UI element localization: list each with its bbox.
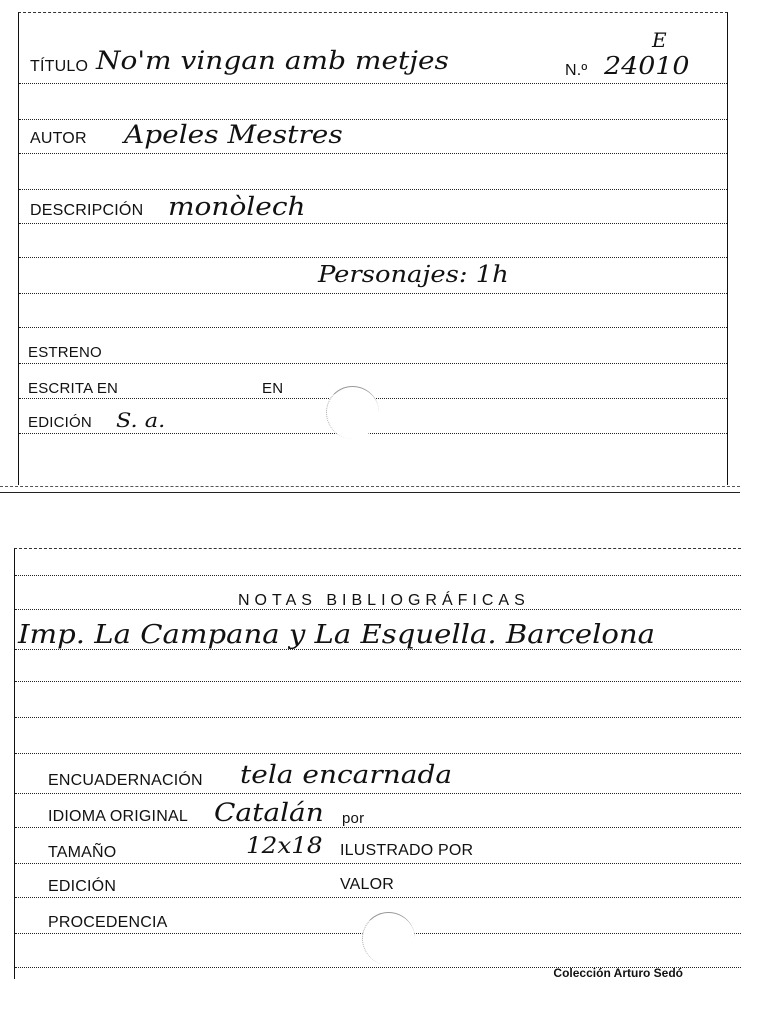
punch-hole (362, 912, 415, 965)
ruled-line (15, 575, 741, 576)
collection-footer: Colección Arturo Sedó (553, 966, 683, 980)
numero-label: N.º (565, 62, 588, 79)
ruled-line (19, 223, 727, 224)
tamano-label: TAMAÑO (48, 844, 117, 861)
notas-heading: NOTAS BIBLIOGRÁFICAS (238, 592, 530, 609)
valor-label: VALOR (340, 876, 395, 893)
por-label: por (342, 810, 365, 827)
encuadernacion-label: ENCUADERNACIÓN (48, 772, 203, 789)
autor-value: Apeles Mestres (124, 120, 343, 149)
ruled-line (19, 327, 727, 328)
ruled-line (19, 433, 727, 434)
estreno-label: ESTRENO (28, 344, 102, 361)
idioma-value: Catalán (214, 798, 324, 827)
idioma-label: IDIOMA ORIGINAL (48, 808, 188, 825)
escrita-label: ESCRITA EN (28, 380, 119, 397)
titulo-label: TÍTULO (30, 58, 89, 75)
ruled-line (19, 83, 727, 84)
descripcion-label: DESCRIPCIÓN (30, 202, 144, 219)
edicion-value: S. a. (116, 408, 166, 432)
ruled-line (15, 793, 741, 794)
ruled-line (15, 753, 741, 754)
ilustrado-label: ILUSTRADO POR (340, 842, 474, 859)
notas-value: Imp. La Campana y La Esquella. Barcelona (18, 620, 656, 650)
en-label: EN (262, 380, 284, 397)
ruled-line (19, 189, 727, 190)
descripcion-value: monòlech (168, 192, 306, 221)
ruled-line (15, 827, 741, 828)
tamano-value: 12x18 (246, 834, 323, 859)
page-separator (0, 492, 740, 493)
numero-mark: E (652, 28, 667, 52)
edicion-label-2: EDICIÓN (48, 878, 117, 895)
ruled-line (15, 681, 741, 682)
personajes-note: Personajes: 1h (318, 262, 509, 288)
ruled-line (19, 257, 727, 258)
ruled-line (15, 897, 741, 898)
procedencia-label: PROCEDENCIA (48, 914, 168, 931)
ruled-line (19, 363, 727, 364)
ruled-line (15, 717, 741, 718)
edicion-label: EDICIÓN (28, 414, 92, 431)
autor-label: AUTOR (30, 130, 87, 147)
numero-value: 24010 (604, 52, 690, 80)
titulo-value: No'm vingan amb metjes (96, 46, 449, 75)
cut-line (0, 486, 740, 487)
encuadernacion-value: tela encarnada (240, 760, 453, 789)
ruled-line (15, 863, 741, 864)
punch-hole (326, 386, 379, 439)
ruled-line (19, 293, 727, 294)
ruled-line (19, 153, 727, 154)
